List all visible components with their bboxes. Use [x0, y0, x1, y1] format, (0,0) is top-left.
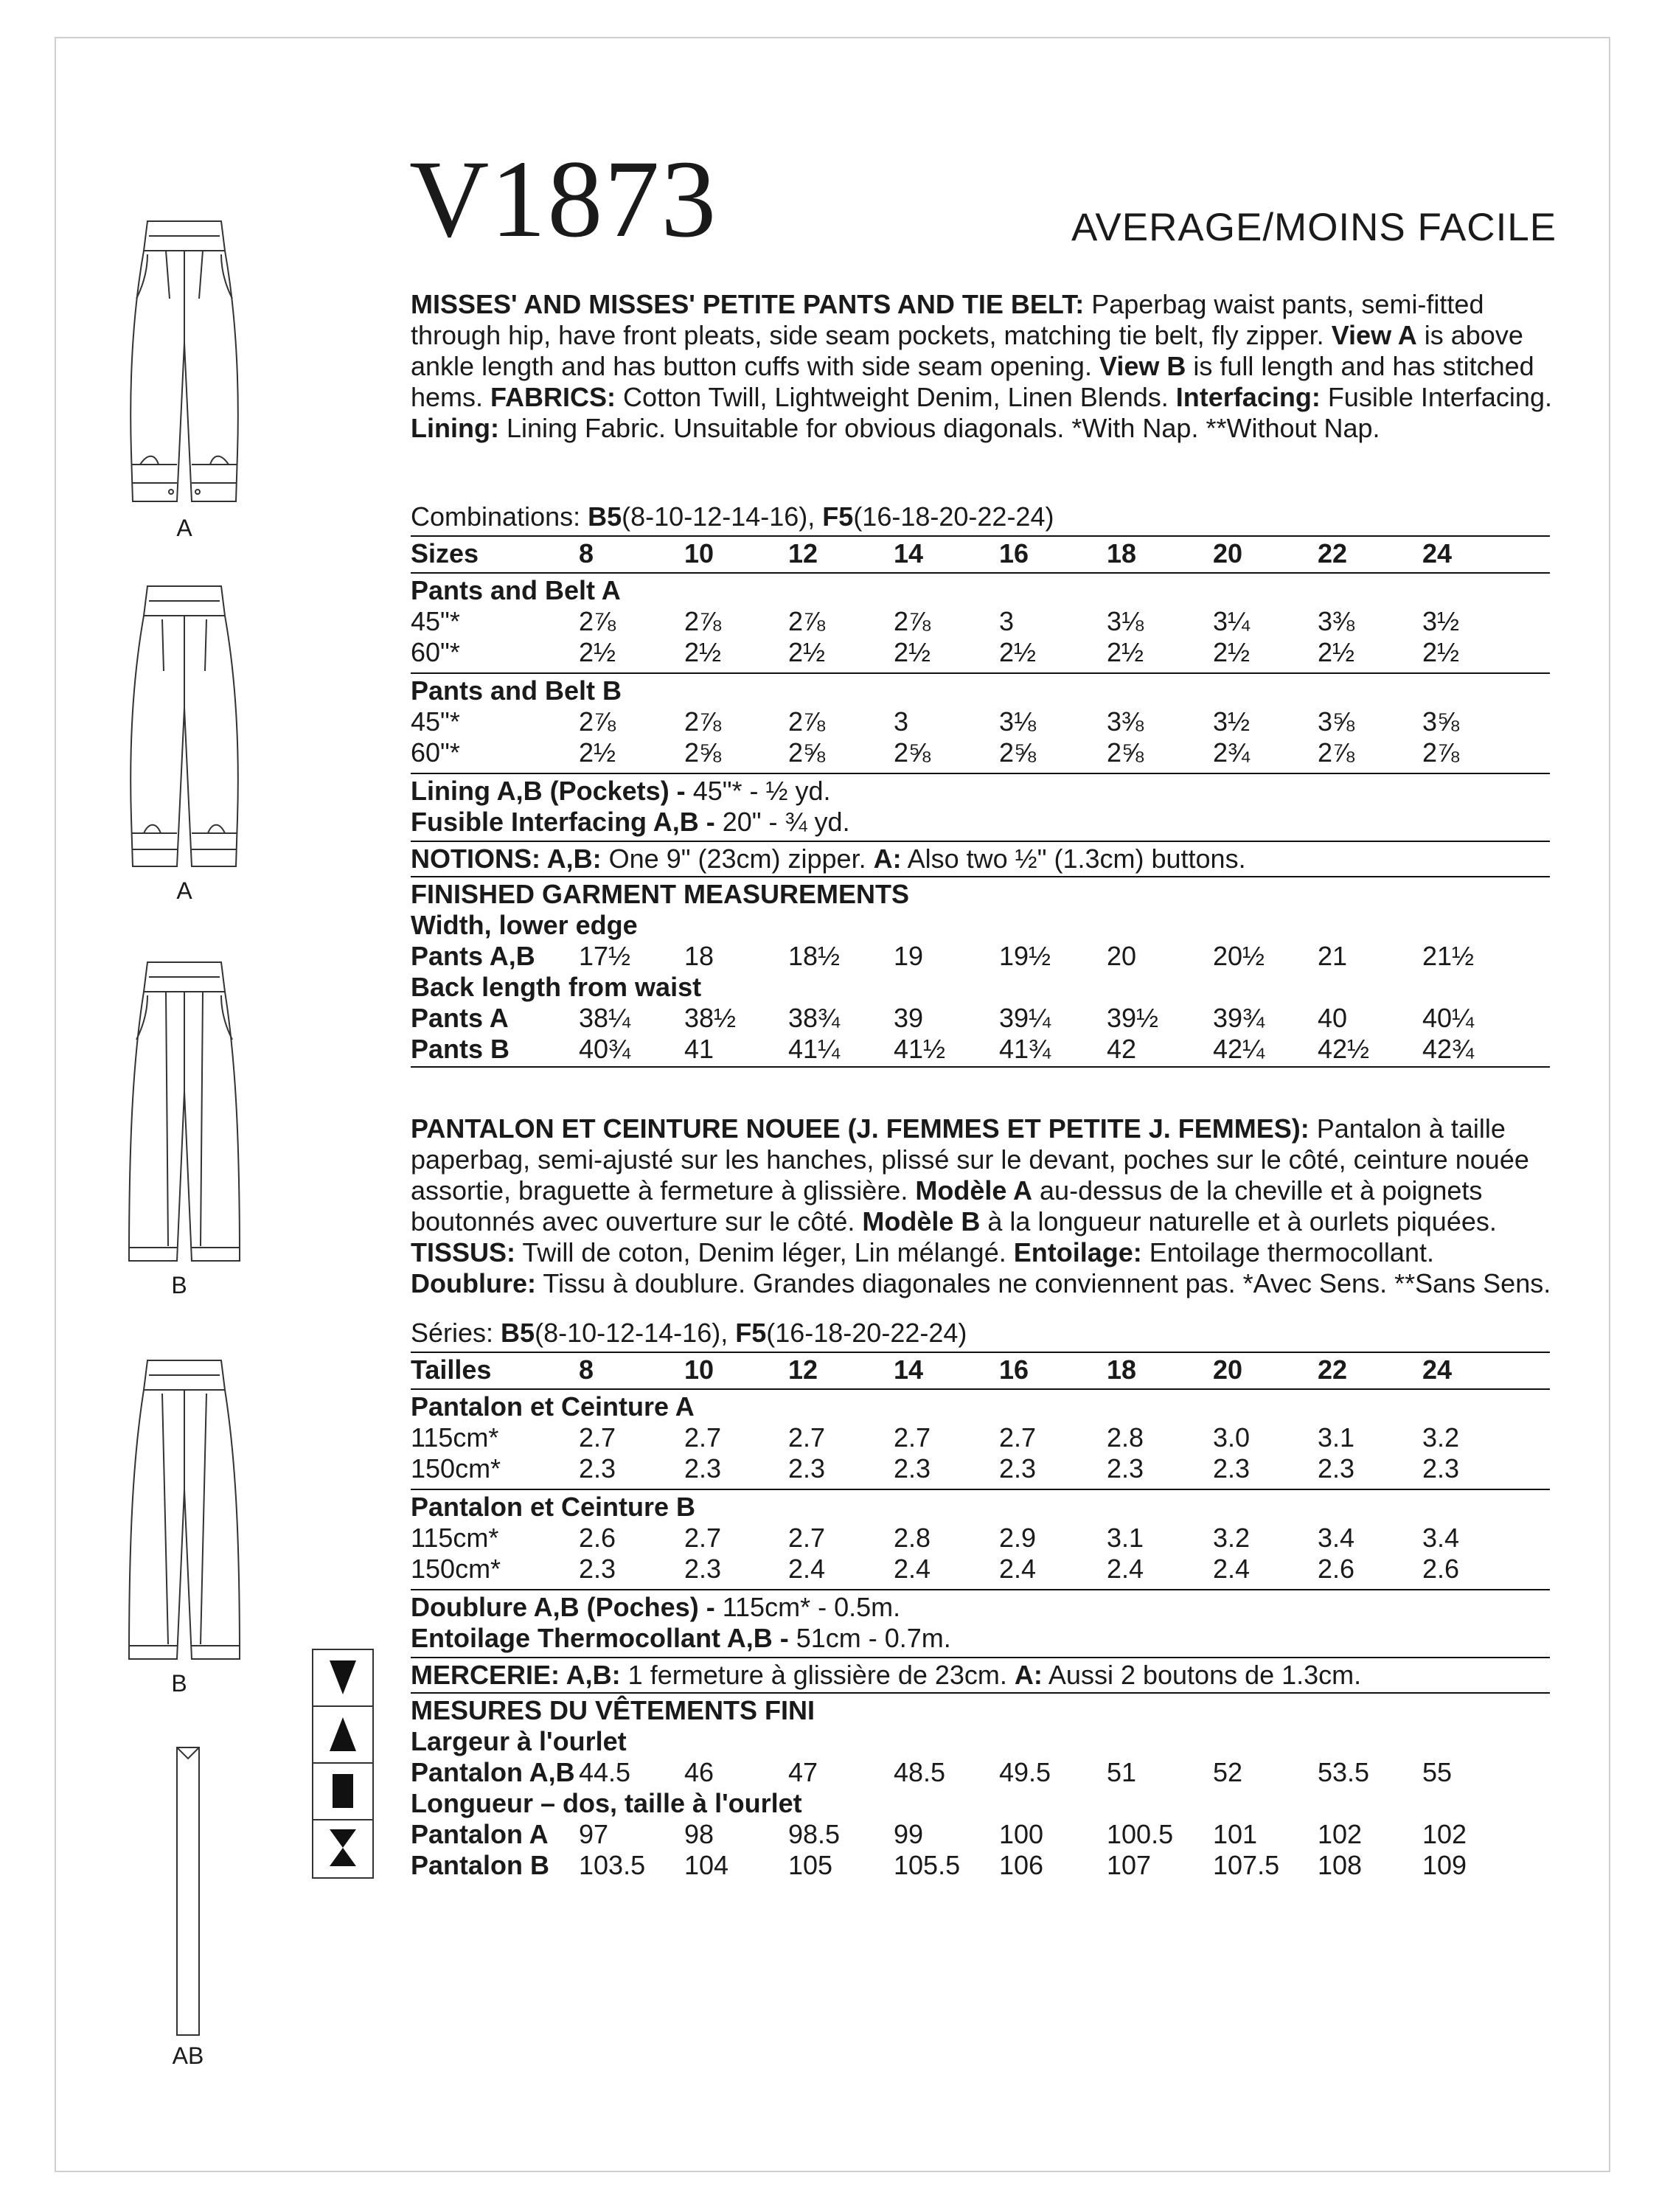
table-cell: 3.0	[1213, 1422, 1251, 1453]
desc-title: MISSES' AND MISSES' PETITE PANTS AND TIE BELT:	[411, 289, 1085, 319]
sizes-header-label: Tailles	[411, 1354, 492, 1385]
table-row	[411, 737, 1561, 768]
table-rule	[411, 672, 1550, 674]
row-label: 115cm*	[411, 1422, 499, 1453]
table-rule	[411, 876, 1550, 877]
mercerie-text: 1 fermeture à glissière de 23cm.	[620, 1660, 1015, 1690]
mercerie-label: MERCERIE: A,B:	[411, 1660, 621, 1690]
table-cell: 3⅝	[1422, 706, 1460, 737]
sizes-header-label: Sizes	[411, 538, 479, 568]
size-header: 8	[579, 538, 594, 568]
table-cell: 2½	[1213, 637, 1251, 667]
table-cell: 2½	[1318, 637, 1355, 667]
table-cell: 2.7	[894, 1422, 931, 1453]
row-label: Pants A,B	[411, 941, 535, 971]
table-cell: 2.9	[999, 1523, 1037, 1553]
tie-belt-sketch	[166, 1744, 210, 2039]
table-row	[411, 706, 1561, 737]
table-cell: 2⅝	[894, 737, 931, 768]
lining-text: Lining Fabric. Unsuitable for obvious diagonals. *With Nap. **Without Nap.	[498, 413, 1380, 443]
text-line	[411, 1660, 1361, 1691]
text-line	[411, 807, 850, 838]
table-cell: 2.3	[1318, 1453, 1355, 1484]
lining-line-label: Lining A,B (Pockets) -	[411, 776, 686, 806]
table-cell: 20	[1107, 941, 1137, 971]
table-cell: 102	[1422, 1819, 1467, 1849]
table-cell: 108	[1318, 1850, 1363, 1880]
fabrics-label: FABRICS:	[490, 382, 616, 412]
table-cell: 2½	[788, 637, 826, 667]
table-cell: 2.4	[999, 1554, 1037, 1584]
table-cell: 3.1	[1318, 1422, 1355, 1453]
yardage-group-title: Pantalon et Ceinture B	[411, 1492, 696, 1522]
row-label: 150cm*	[411, 1453, 501, 1484]
table-cell: 3.2	[1422, 1422, 1460, 1453]
table-rule	[411, 773, 1550, 774]
width-title: Largeur à l'ourlet	[411, 1726, 627, 1756]
table-cell: 2.3	[1107, 1453, 1144, 1484]
size-header: 14	[894, 538, 924, 568]
table-cell: 49.5	[999, 1757, 1051, 1787]
tissus-label: TISSUS:	[411, 1237, 516, 1267]
table-cell: 98	[684, 1819, 714, 1849]
table-cell: 2½	[579, 637, 616, 667]
table-cell: 40¼	[1422, 1003, 1475, 1033]
table-cell: 2.3	[1213, 1453, 1251, 1484]
table-cell: 17½	[579, 941, 631, 971]
table-cell: 19½	[999, 941, 1051, 971]
table-cell: 3¼	[1213, 606, 1251, 636]
table-cell: 53.5	[1318, 1757, 1370, 1787]
yardage-group-title: Pants and Belt A	[411, 575, 621, 605]
size-header: 8	[579, 1354, 594, 1385]
size-header: 24	[1422, 1354, 1453, 1385]
table-rule	[411, 1352, 1550, 1353]
row-label: 60"*	[411, 737, 460, 768]
table-cell: 2½	[579, 737, 616, 768]
table-cell: 2½	[1422, 637, 1460, 667]
table-cell: 100	[999, 1819, 1044, 1849]
series-prefix: Séries:	[411, 1318, 501, 1348]
table-cell: 2⅞	[788, 706, 826, 737]
text-line	[411, 910, 638, 941]
table-cell: 2⅞	[684, 606, 722, 636]
lining-label: Lining:	[411, 413, 499, 443]
text-line	[411, 879, 909, 910]
size-header: 10	[684, 538, 714, 568]
table-cell: 2.6	[1422, 1554, 1460, 1584]
table-rule	[411, 1489, 1550, 1490]
pants-view-b-front-sketch	[103, 951, 265, 1276]
interfacing-label: Interfacing:	[1175, 382, 1321, 412]
notions-label: NOTIONS: A,B:	[411, 844, 602, 874]
table-row	[411, 1422, 1561, 1453]
table-cell: 2.3	[788, 1453, 826, 1484]
view-a-text: is above ankle length and has button cuffs with side seam opening.	[411, 320, 1523, 381]
table-cell: 2½	[894, 637, 931, 667]
table-cell: 41¼	[788, 1034, 841, 1064]
table-cell: 2⅞	[579, 606, 616, 636]
table-cell: 18½	[788, 941, 841, 971]
row-label: Pantalon A	[411, 1819, 549, 1849]
table-cell: 2⅞	[788, 606, 826, 636]
text-line	[411, 1695, 815, 1726]
series-f5: F5	[735, 1318, 767, 1348]
pants-view-b-back-sketch	[103, 1349, 265, 1674]
size-header: 14	[894, 1354, 924, 1385]
table-cell: 100.5	[1107, 1819, 1174, 1849]
series-b5: B5	[501, 1318, 535, 1348]
table-cell: 105	[788, 1850, 833, 1880]
yardage-group-title: Pantalon et Ceinture A	[411, 1391, 695, 1422]
lining-line-text: 45"* - ½ yd.	[685, 776, 831, 806]
size-header: 18	[1107, 1354, 1137, 1385]
table-rule	[411, 1066, 1550, 1068]
table-cell: 3⅜	[1107, 706, 1144, 737]
table-cell: 2.4	[788, 1554, 826, 1584]
tissus-text: Twill de coton, Denim léger, Lin mélangé.	[515, 1237, 1014, 1267]
view-label-b-2: B	[171, 1670, 187, 1697]
model-a-label: Modèle A	[915, 1175, 1033, 1206]
table-cell: 107.5	[1213, 1850, 1280, 1880]
view-label-ab: AB	[172, 2042, 204, 2069]
table-cell: 2⅝	[1107, 737, 1144, 768]
entoilage-label: Entoilage:	[1013, 1237, 1142, 1267]
table-rule	[411, 841, 1550, 842]
hourglass-icon	[313, 1820, 372, 1877]
table-cell: 101	[1213, 1819, 1258, 1849]
table-row	[411, 1003, 1561, 1034]
table-cell: 21	[1318, 941, 1348, 971]
table-row	[411, 606, 1561, 637]
symbol-legend	[312, 1649, 374, 1879]
notions-a-text: Also two ½" (1.3cm) buttons.	[901, 844, 1246, 874]
length-title: Longueur – dos, taille à l'ourlet	[411, 1788, 802, 1818]
table-cell: 3	[999, 606, 1015, 636]
fabrics-text: Cotton Twill, Lightweight Denim, Linen Blends.	[616, 382, 1176, 412]
table-cell: 18	[684, 941, 714, 971]
table-cell: 2.8	[1107, 1422, 1144, 1453]
combination-b5-range: (8-10-12-14-16),	[622, 501, 823, 532]
table-cell: 3.1	[1107, 1523, 1144, 1553]
desc-title-fr: PANTALON ET CEINTURE NOUEE (J. FEMMES ET PETITE J. FEMMES):	[411, 1113, 1310, 1144]
notions-text: One 9" (23cm) zipper.	[601, 844, 874, 874]
entoilage-line-label: Entoilage Thermocollant A,B -	[411, 1623, 789, 1653]
sizes-header-row	[411, 1354, 1561, 1385]
table-cell: 48.5	[894, 1757, 946, 1787]
table-cell: 2.3	[579, 1453, 616, 1484]
table-cell: 2⅞	[579, 706, 616, 737]
text-line	[411, 844, 1246, 874]
table-rule	[411, 1589, 1550, 1590]
combinations-en	[411, 501, 1054, 532]
text-line	[411, 1391, 695, 1422]
row-label: 150cm*	[411, 1554, 501, 1584]
table-cell: 2⅝	[684, 737, 722, 768]
combination-f5-range: (16-18-20-22-24)	[853, 501, 1054, 532]
row-label: Pants A	[411, 1003, 509, 1033]
table-cell: 2⅞	[894, 606, 931, 636]
french-description	[411, 1113, 1561, 1299]
size-header: 22	[1318, 1354, 1348, 1385]
text-line	[411, 675, 622, 706]
table-row	[411, 1523, 1561, 1554]
difficulty-level: AVERAGE/MOINS FACILE	[1071, 206, 1557, 249]
text-line	[411, 776, 831, 807]
table-cell: 40¾	[579, 1034, 631, 1064]
combination-f5: F5	[822, 501, 854, 532]
table-cell: 3½	[1422, 606, 1460, 636]
table-cell: 55	[1422, 1757, 1453, 1787]
table-cell: 2⅞	[1422, 737, 1460, 768]
english-description	[411, 289, 1561, 444]
size-header: 10	[684, 1354, 714, 1385]
table-rule	[411, 572, 1550, 574]
table-cell: 42	[1107, 1034, 1137, 1064]
view-label-a-1: A	[176, 515, 192, 541]
view-b-label: View B	[1099, 351, 1186, 381]
table-cell: 2.7	[788, 1422, 826, 1453]
table-row	[411, 1453, 1561, 1484]
table-cell: 19	[894, 941, 924, 971]
row-label: Pantalon A,B	[411, 1757, 575, 1787]
text-line	[411, 1726, 627, 1757]
text-line	[411, 972, 701, 1003]
table-cell: 106	[999, 1850, 1044, 1880]
table-cell: 2½	[999, 637, 1037, 667]
table-row	[411, 1554, 1561, 1585]
doublure-text: Tissu à doublure. Grandes diagonales ne conviennent pas. *Avec Sens. **Sans Sens.	[535, 1268, 1551, 1298]
table-row	[411, 1850, 1561, 1881]
row-label: Pantalon B	[411, 1850, 550, 1880]
table-cell: 40	[1318, 1003, 1348, 1033]
table-cell: 41¾	[999, 1034, 1051, 1064]
sizes-header-row	[411, 538, 1561, 569]
table-cell: 2.4	[1213, 1554, 1251, 1584]
table-cell: 38¾	[788, 1003, 841, 1033]
table-cell: 47	[788, 1757, 818, 1787]
pants-view-a-back-sketch	[103, 575, 265, 885]
yardage-group-title: Pants and Belt B	[411, 675, 622, 706]
fusible-line-label: Fusible Interfacing A,B -	[411, 807, 715, 837]
length-title: Back length from waist	[411, 972, 702, 1002]
table-cell: 3⅜	[1318, 606, 1355, 636]
table-row	[411, 1757, 1561, 1788]
table-cell: 46	[684, 1757, 714, 1787]
table-cell: 3⅛	[999, 706, 1037, 737]
table-cell: 2.7	[788, 1523, 826, 1553]
series-f5-range: (16-18-20-22-24)	[766, 1318, 967, 1348]
table-cell: 2⅞	[684, 706, 722, 737]
size-header: 16	[999, 538, 1029, 568]
table-cell: 51	[1107, 1757, 1137, 1787]
table-cell: 2.3	[579, 1554, 616, 1584]
table-rule	[411, 1657, 1550, 1658]
table-cell: 52	[1213, 1757, 1243, 1787]
combinations-prefix: Combinations:	[411, 501, 588, 532]
table-cell: 2.4	[894, 1554, 931, 1584]
desc-text-fr: Pantalon à taille paperbag, semi-ajusté sur les hanches, plissé sur le devant, poches sur le côté, ceinture nouée assortie, braguette à fermeture à glissière.	[411, 1113, 1529, 1206]
table-row	[411, 637, 1561, 668]
table-cell: 39½	[1107, 1003, 1159, 1033]
table-cell: 2¾	[1213, 737, 1251, 768]
table-cell: 44.5	[579, 1757, 631, 1787]
combination-b5: B5	[588, 501, 622, 532]
doublure-line-text: 115cm* - 0.5m.	[714, 1592, 901, 1622]
doublure-line-label: Doublure A,B (Poches) -	[411, 1592, 715, 1622]
table-cell: 42¼	[1213, 1034, 1265, 1064]
triangle-down-icon	[313, 1650, 372, 1707]
table-cell: 20½	[1213, 941, 1265, 971]
model-b-label: Modèle B	[862, 1206, 981, 1237]
size-header: 24	[1422, 538, 1453, 568]
row-label: 115cm*	[411, 1523, 499, 1553]
table-cell: 97	[579, 1819, 609, 1849]
size-header: 12	[788, 538, 818, 568]
table-cell: 2⅞	[1318, 737, 1355, 768]
series-b5-range: (8-10-12-14-16),	[535, 1318, 736, 1348]
table-cell: 2⅝	[788, 737, 826, 768]
text-line	[411, 1788, 802, 1819]
table-cell: 98.5	[788, 1819, 841, 1849]
table-cell: 3	[894, 706, 909, 737]
measurements-title: MESURES DU VÊTEMENTS FINI	[411, 1695, 815, 1725]
table-cell: 3.4	[1422, 1523, 1460, 1553]
table-cell: 21½	[1422, 941, 1475, 971]
table-cell: 3.2	[1213, 1523, 1251, 1553]
table-cell: 2½	[1107, 637, 1144, 667]
combinations-fr	[411, 1318, 967, 1349]
table-cell: 103.5	[579, 1850, 646, 1880]
view-label-a-2: A	[176, 877, 192, 904]
mercerie-a-text: Aussi 2 boutons de 1.3cm.	[1042, 1660, 1362, 1690]
text-line	[411, 1592, 900, 1623]
table-cell: 105.5	[894, 1850, 961, 1880]
table-cell: 2.8	[894, 1523, 931, 1553]
table-row	[411, 1034, 1561, 1065]
table-cell: 104	[684, 1850, 729, 1880]
row-label: Pants B	[411, 1034, 510, 1064]
table-rule	[411, 535, 1550, 537]
view-b-text: is full length and has stitched hems.	[411, 351, 1534, 412]
table-cell: 42¾	[1422, 1034, 1475, 1064]
table-cell: 41½	[894, 1034, 946, 1064]
mercerie-a-label: A:	[1014, 1660, 1043, 1690]
table-cell: 41	[684, 1034, 714, 1064]
size-header: 20	[1213, 1354, 1243, 1385]
model-a-text: au-dessus de la cheville et à poignets boutonnés avec ouverture sur le côté.	[411, 1175, 1483, 1237]
doublure-label: Doublure:	[411, 1268, 536, 1298]
table-cell: 39¾	[1213, 1003, 1265, 1033]
measurements-title: FINISHED GARMENT MEASUREMENTS	[411, 879, 910, 909]
table-cell: 2⅝	[999, 737, 1037, 768]
size-header: 12	[788, 1354, 818, 1385]
table-rule	[411, 1692, 1550, 1694]
table-cell: 39	[894, 1003, 924, 1033]
view-label-b-1: B	[171, 1272, 187, 1298]
view-a-label: View A	[1331, 320, 1417, 350]
table-cell: 2.7	[684, 1523, 722, 1553]
square-icon	[313, 1764, 372, 1820]
table-cell: 107	[1107, 1850, 1152, 1880]
table-cell: 3⅝	[1318, 706, 1355, 737]
table-cell: 39¼	[999, 1003, 1051, 1033]
entoilage-text: Entoilage thermocollant.	[1141, 1237, 1434, 1267]
width-title: Width, lower edge	[411, 910, 638, 940]
size-header: 16	[999, 1354, 1029, 1385]
table-cell: 2.7	[999, 1422, 1037, 1453]
size-header: 18	[1107, 538, 1137, 568]
table-rule	[411, 1388, 1550, 1390]
table-cell: 2½	[684, 637, 722, 667]
table-cell: 109	[1422, 1850, 1467, 1880]
table-cell: 99	[894, 1819, 924, 1849]
table-cell: 2.3	[684, 1554, 722, 1584]
pants-view-a-front-sketch	[103, 210, 265, 520]
row-label: 45"*	[411, 606, 460, 636]
text-line	[411, 1492, 695, 1523]
table-cell: 38½	[684, 1003, 737, 1033]
table-cell: 38¼	[579, 1003, 631, 1033]
desc-text: Paperbag waist pants, semi-fitted through hip, have front pleats, side seam pockets, matching tie belt, fly zipper.	[411, 289, 1484, 350]
table-cell: 2.3	[1422, 1453, 1460, 1484]
table-cell: 3½	[1213, 706, 1251, 737]
table-row	[411, 1819, 1561, 1850]
table-cell: 102	[1318, 1819, 1363, 1849]
table-cell: 2.3	[684, 1453, 722, 1484]
table-cell: 2.7	[684, 1422, 722, 1453]
table-cell: 2.6	[1318, 1554, 1355, 1584]
interfacing-text: Fusible Interfacing.	[1320, 382, 1552, 412]
row-label: 45"*	[411, 706, 460, 737]
table-cell: 2.3	[999, 1453, 1037, 1484]
pattern-number: V1873	[409, 138, 718, 260]
notions-a-label: A:	[873, 844, 902, 874]
size-header: 22	[1318, 538, 1348, 568]
table-cell: 2.3	[894, 1453, 931, 1484]
table-cell: 3.4	[1318, 1523, 1355, 1553]
table-cell: 2.6	[579, 1523, 616, 1553]
triangle-up-icon	[313, 1707, 372, 1764]
text-line	[411, 575, 621, 606]
table-cell: 2.7	[579, 1422, 616, 1453]
model-b-text: à la longueur naturelle et à ourlets piquées.	[980, 1206, 1497, 1237]
row-label: 60"*	[411, 637, 460, 667]
table-cell: 42½	[1318, 1034, 1370, 1064]
table-cell: 2.4	[1107, 1554, 1144, 1584]
entoilage-line-text: 51cm - 0.7m.	[788, 1623, 951, 1653]
size-header: 20	[1213, 538, 1243, 568]
fusible-line-text: 20" - ¾ yd.	[714, 807, 850, 837]
text-line	[411, 1623, 951, 1654]
table-cell: 3⅛	[1107, 606, 1144, 636]
table-row	[411, 941, 1561, 972]
